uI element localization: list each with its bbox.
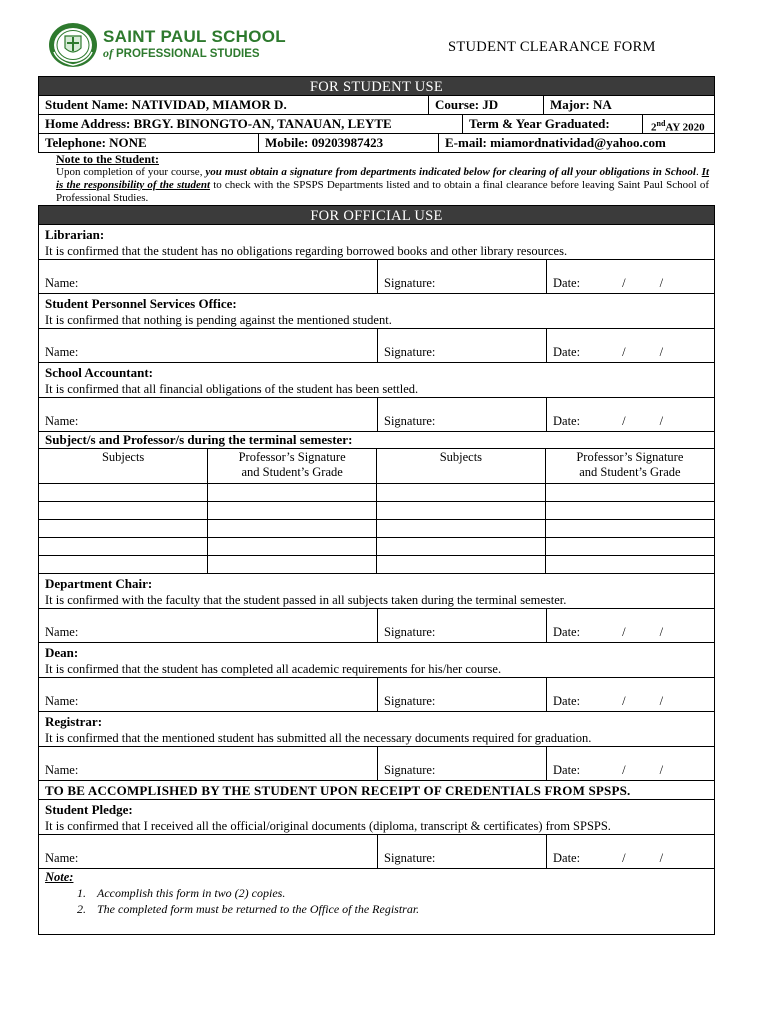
- school-name: [103, 28, 286, 61]
- date-slash: /: [659, 276, 664, 290]
- date-slash: /: [622, 763, 626, 777]
- spso-section: [38, 294, 715, 363]
- table-row: [39, 538, 714, 556]
- pledge-sign-row: [39, 834, 714, 868]
- subjects-table: [39, 448, 714, 573]
- school-logo-icon: [48, 22, 98, 68]
- accountant-sign-row: [39, 397, 714, 431]
- prof-header-l2: and Student’s Grade: [241, 465, 343, 479]
- signature-field[interactable]: Signature:: [378, 329, 547, 362]
- subjects-col-header: Subjects: [39, 449, 208, 484]
- dept-chair-section: [38, 574, 715, 643]
- term-value-pre: 2: [651, 121, 657, 133]
- pledge-section-header: TO BE ACCOMPLISHED BY THE STUDENT UPON RECEIPT OF CREDENTIALS FROM SPSPS.: [38, 781, 715, 800]
- signature-field[interactable]: Signature:: [378, 609, 547, 642]
- name-field[interactable]: Name:: [39, 260, 378, 293]
- student-row-2: [38, 115, 715, 134]
- date-label: Date:: [553, 345, 581, 359]
- dean-head: Dean:: [45, 645, 79, 660]
- official-use-header: FOR OFFICIAL USE: [38, 205, 715, 225]
- name-field[interactable]: Name:: [39, 747, 378, 780]
- student-name-field[interactable]: Student Name: NATIVIDAD, MIAMOR D.: [39, 96, 429, 114]
- table-row: [39, 520, 714, 538]
- accountant-head: School Accountant:: [45, 365, 153, 380]
- grade-cell[interactable]: [208, 538, 377, 556]
- librarian-text: It is confirmed that the student has no obligations regarding borrowed books and other library resources.: [45, 244, 568, 258]
- registrar-text: It is confirmed that the mentioned student has submitted all the necessary documents required for graduation.: [45, 731, 592, 745]
- student-use-header: FOR STUDENT USE: [38, 76, 715, 96]
- course-field[interactable]: Course: JD: [429, 96, 544, 114]
- school-name-line2: [103, 47, 286, 61]
- grade-cell[interactable]: [545, 538, 714, 556]
- notes-list: [39, 885, 714, 917]
- date-slash: /: [659, 345, 664, 359]
- subjects-section: [38, 432, 715, 574]
- subjects-header-row: [39, 449, 714, 484]
- signature-field[interactable]: Signature:: [378, 747, 547, 780]
- prof-header-l1: Professor’s Signature: [576, 450, 684, 464]
- grade-cell[interactable]: [545, 484, 714, 502]
- grade-cell[interactable]: [545, 502, 714, 520]
- date-slash: /: [622, 694, 626, 708]
- table-row: [39, 484, 714, 502]
- name-field[interactable]: Name:: [39, 398, 378, 431]
- term-value-post: AY 2020: [665, 121, 705, 133]
- accountant-section: [38, 363, 715, 432]
- accountant-text: It is confirmed that all financial obligations of the student has been settled.: [45, 382, 419, 396]
- subject-cell[interactable]: [39, 502, 208, 520]
- school-name-of: of: [103, 46, 113, 60]
- clearance-form: [38, 76, 715, 935]
- subject-cell[interactable]: [39, 556, 208, 574]
- registrar-head: Registrar:: [45, 714, 103, 729]
- grade-cell[interactable]: [208, 484, 377, 502]
- notes-title: Note:: [45, 870, 74, 884]
- term-year-field[interactable]: [643, 115, 714, 133]
- date-field[interactable]: [547, 835, 714, 868]
- date-slash: /: [622, 414, 626, 428]
- registrar-section: [38, 712, 715, 781]
- note-to-student: [38, 153, 715, 205]
- librarian-head: Librarian:: [45, 227, 105, 242]
- date-slash: /: [659, 625, 664, 639]
- note-p2: you must obtain a signature from departments indicated below for clearing of all your obligations in School: [205, 166, 696, 178]
- subject-cell[interactable]: [39, 484, 208, 502]
- subject-cell[interactable]: [377, 502, 546, 520]
- date-slash: /: [659, 851, 664, 865]
- notes-section: [38, 869, 715, 935]
- signature-field[interactable]: Signature:: [378, 398, 547, 431]
- librarian-section: [38, 225, 715, 294]
- subject-cell[interactable]: [377, 538, 546, 556]
- date-slash: /: [622, 625, 626, 639]
- signature-field[interactable]: Signature:: [378, 678, 547, 711]
- date-label: Date:: [553, 276, 581, 290]
- student-row-3: [38, 134, 715, 153]
- date-slash: /: [659, 414, 664, 428]
- grade-cell[interactable]: [208, 556, 377, 574]
- grade-cell[interactable]: [545, 520, 714, 538]
- spso-head: Student Personnel Services Office:: [45, 296, 237, 311]
- note-p1: Upon completion of your course,: [56, 166, 206, 178]
- signature-field[interactable]: Signature:: [378, 835, 547, 868]
- list-item: 1. Accomplish this form in two (2) copies.: [89, 885, 714, 901]
- name-field[interactable]: Name:: [39, 329, 378, 362]
- note-p5: to check with the SPSPS Departments listed and to obtain a final clearance before leaving Saint Paul School of Professional Studies.: [56, 179, 709, 204]
- date-slash: /: [659, 694, 664, 708]
- date-field[interactable]: [547, 609, 714, 642]
- term-value-sup: nd: [656, 119, 666, 128]
- grade-cell[interactable]: [208, 520, 377, 538]
- mobile-field[interactable]: Mobile: 09203987423: [259, 134, 439, 152]
- note-p3: .: [695, 166, 702, 178]
- grade-cell[interactable]: [208, 502, 377, 520]
- subject-cell[interactable]: [377, 484, 546, 502]
- email-field[interactable]: E-mail: miamordnatividad@yahoo.com: [445, 135, 666, 150]
- dept-chair-text: It is confirmed with the faculty that the student passed in all subjects taken during the terminal semester.: [45, 593, 567, 607]
- table-row: [39, 502, 714, 520]
- subject-cell[interactable]: [377, 556, 546, 574]
- note-text: [56, 166, 709, 205]
- dept-chair-sign-row: [39, 608, 714, 642]
- spso-text: It is confirmed that nothing is pending against the mentioned student.: [45, 313, 392, 327]
- subjects-col-header: Subjects: [377, 449, 546, 484]
- date-field[interactable]: [547, 329, 714, 362]
- subject-cell[interactable]: [39, 538, 208, 556]
- date-field[interactable]: [547, 678, 714, 711]
- note-p4: It is the responsibility of the student: [56, 166, 710, 191]
- spso-sign-row: [39, 328, 714, 362]
- pledge-head: Student Pledge:: [45, 802, 133, 817]
- subject-cell[interactable]: [39, 520, 208, 538]
- date-slash: /: [622, 851, 626, 865]
- prof-header-l1: Professor’s Signature: [238, 450, 346, 464]
- subjects-head: Subject/s and Professor/s during the terminal semester:: [45, 432, 353, 447]
- school-name-line2-text: PROFESSIONAL STUDIES: [116, 48, 260, 60]
- professor-col-header: [545, 449, 714, 484]
- telephone-field[interactable]: Telephone: NONE: [39, 134, 259, 152]
- school-name-line1: SAINT PAUL SCHOOL: [103, 27, 286, 46]
- date-slash: /: [659, 763, 664, 777]
- professor-col-header: [208, 449, 377, 484]
- date-slash: /: [622, 276, 626, 290]
- dean-text: It is confirmed that the student has completed all academic requirements for his/her course.: [45, 662, 502, 676]
- term-year-label: Term & Year Graduated:: [463, 115, 643, 133]
- name-field[interactable]: Name:: [39, 835, 378, 868]
- pledge-text: It is confirmed that I received all the official/original documents (diploma, transcript & certificates) from SPSPS.: [45, 819, 611, 833]
- pledge-section: [38, 800, 715, 869]
- date-field[interactable]: [547, 398, 714, 431]
- date-slash: /: [622, 345, 626, 359]
- major-field[interactable]: Major: NA: [550, 97, 612, 112]
- table-row: [39, 556, 714, 574]
- list-item: 2. The completed form must be returned to the Office of the Registrar.: [89, 901, 714, 917]
- date-label: Date:: [553, 414, 581, 428]
- note-title: Note to the Student:: [56, 152, 159, 166]
- registrar-sign-row: [39, 746, 714, 780]
- date-field[interactable]: [547, 747, 714, 780]
- date-label: Date:: [553, 851, 581, 865]
- date-field[interactable]: [547, 260, 714, 293]
- student-row-1: [38, 96, 715, 115]
- date-label: Date:: [553, 694, 581, 708]
- name-field[interactable]: Name:: [39, 609, 378, 642]
- signature-field[interactable]: Signature:: [378, 260, 547, 293]
- form-title: STUDENT CLEARANCE FORM: [448, 39, 656, 55]
- subject-cell[interactable]: [377, 520, 546, 538]
- dept-chair-head: Department Chair:: [45, 576, 153, 591]
- dean-section: [38, 643, 715, 712]
- name-field[interactable]: Name:: [39, 678, 378, 711]
- date-label: Date:: [553, 763, 581, 777]
- prof-header-l2: and Student’s Grade: [579, 465, 681, 479]
- grade-cell[interactable]: [545, 556, 714, 574]
- dean-sign-row: [39, 677, 714, 711]
- home-address-field[interactable]: Home Address: BRGY. BINONGTO-AN, TANAUAN, LEYTE: [39, 115, 463, 133]
- date-label: Date:: [553, 625, 581, 639]
- librarian-sign-row: [39, 259, 714, 293]
